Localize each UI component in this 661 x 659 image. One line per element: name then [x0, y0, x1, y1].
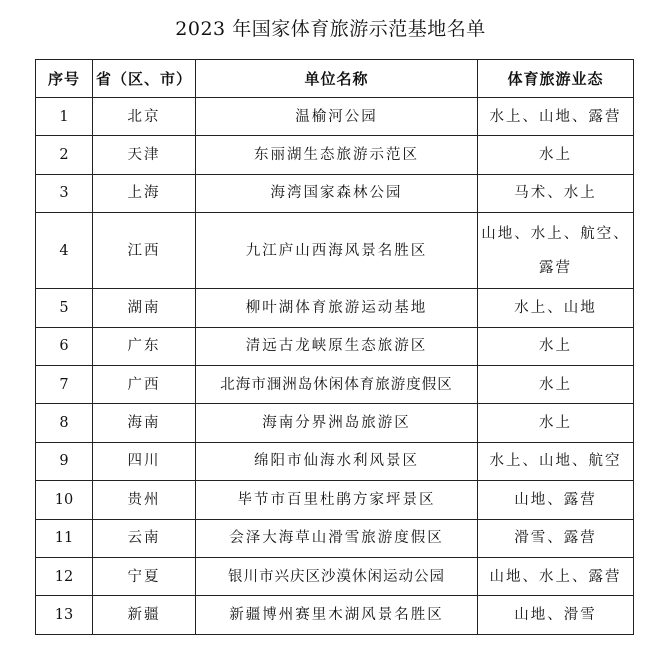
- cell-province: 湖南: [93, 289, 196, 327]
- cell-tourism-type: 水上: [478, 365, 634, 403]
- cell-tourism-type: 山地、滑雪: [478, 596, 634, 634]
- table-row: [36, 365, 634, 403]
- cell-serial: 2: [36, 136, 93, 174]
- table-row: [36, 557, 634, 595]
- cell-tourism-type: 水上、山地: [478, 289, 634, 327]
- cell-tourism-type: 水上: [478, 136, 634, 174]
- cell-province: 海南: [93, 404, 196, 442]
- cell-tourism-type: 山地、露营: [478, 481, 634, 519]
- cell-serial: 11: [36, 519, 93, 557]
- table-header-row: [36, 60, 634, 98]
- cell-province: 上海: [93, 174, 196, 212]
- cell-serial: 6: [36, 327, 93, 365]
- cell-province: 广西: [93, 365, 196, 403]
- header-unit-name: 单位名称: [196, 60, 478, 98]
- cell-unit-name: 柳叶湖体育旅游运动基地: [196, 289, 478, 327]
- document-title: 2023 年国家体育旅游示范基地名单: [175, 18, 486, 40]
- cell-tourism-type: 马术、水上: [478, 174, 634, 212]
- table-row: [36, 289, 634, 327]
- table-row: [36, 136, 634, 174]
- cell-province: 宁夏: [93, 557, 196, 595]
- cell-unit-name: 温榆河公园: [196, 98, 478, 136]
- cell-province: 新疆: [93, 596, 196, 634]
- cell-tourism-type: 山地、水上、露营: [478, 557, 634, 595]
- cell-province: 云南: [93, 519, 196, 557]
- cell-unit-name: 九江庐山西海风景名胜区: [196, 213, 478, 289]
- table-row: [36, 98, 634, 136]
- cell-tourism-type: 山地、水上、航空、露营: [478, 213, 634, 289]
- table-row: [36, 213, 634, 289]
- cell-province: 广东: [93, 327, 196, 365]
- cell-unit-name: 会泽大海草山滑雪旅游度假区: [196, 519, 478, 557]
- cell-province: 北京: [93, 98, 196, 136]
- table-row: [36, 442, 634, 480]
- cell-tourism-type: 水上、山地、露营: [478, 98, 634, 136]
- cell-province: 四川: [93, 442, 196, 480]
- cell-serial: 8: [36, 404, 93, 442]
- cell-province: 天津: [93, 136, 196, 174]
- cell-unit-name: 北海市涠洲岛休闲体育旅游度假区: [196, 365, 478, 403]
- cell-unit-name: 新疆博州赛里木湖风景名胜区: [196, 596, 478, 634]
- table-row: [36, 174, 634, 212]
- cell-unit-name: 银川市兴庆区沙漠休闲运动公园: [196, 557, 478, 595]
- cell-serial: 5: [36, 289, 93, 327]
- cell-serial: 1: [36, 98, 93, 136]
- table-row: [36, 404, 634, 442]
- cell-unit-name: 清远古龙峡原生态旅游区: [196, 327, 478, 365]
- header-province: 省（区、市）: [93, 60, 196, 98]
- cell-serial: 12: [36, 557, 93, 595]
- table-row: [36, 481, 634, 519]
- cell-serial: 4: [36, 213, 93, 289]
- header-serial: 序号: [36, 60, 93, 98]
- cell-serial: 3: [36, 174, 93, 212]
- cell-unit-name: 毕节市百里杜鹃方家坪景区: [196, 481, 478, 519]
- table-row: [36, 596, 634, 634]
- cell-province: 贵州: [93, 481, 196, 519]
- cell-serial: 10: [36, 481, 93, 519]
- table-row: [36, 519, 634, 557]
- table-row: [36, 327, 634, 365]
- cell-serial: 7: [36, 365, 93, 403]
- cell-unit-name: 海湾国家森林公园: [196, 174, 478, 212]
- cell-unit-name: 海南分界洲岛旅游区: [196, 404, 478, 442]
- cell-province: 江西: [93, 213, 196, 289]
- cell-tourism-type: 滑雪、露营: [478, 519, 634, 557]
- cell-tourism-type: 水上: [478, 404, 634, 442]
- cell-tourism-type: 水上、山地、航空: [478, 442, 634, 480]
- cell-serial: 13: [36, 596, 93, 634]
- base-list-table: [35, 59, 634, 635]
- cell-unit-name: 绵阳市仙海水利风景区: [196, 442, 478, 480]
- cell-tourism-type: 水上: [478, 327, 634, 365]
- cell-serial: 9: [36, 442, 93, 480]
- cell-unit-name: 东丽湖生态旅游示范区: [196, 136, 478, 174]
- header-tourism-type: 体育旅游业态: [478, 60, 634, 98]
